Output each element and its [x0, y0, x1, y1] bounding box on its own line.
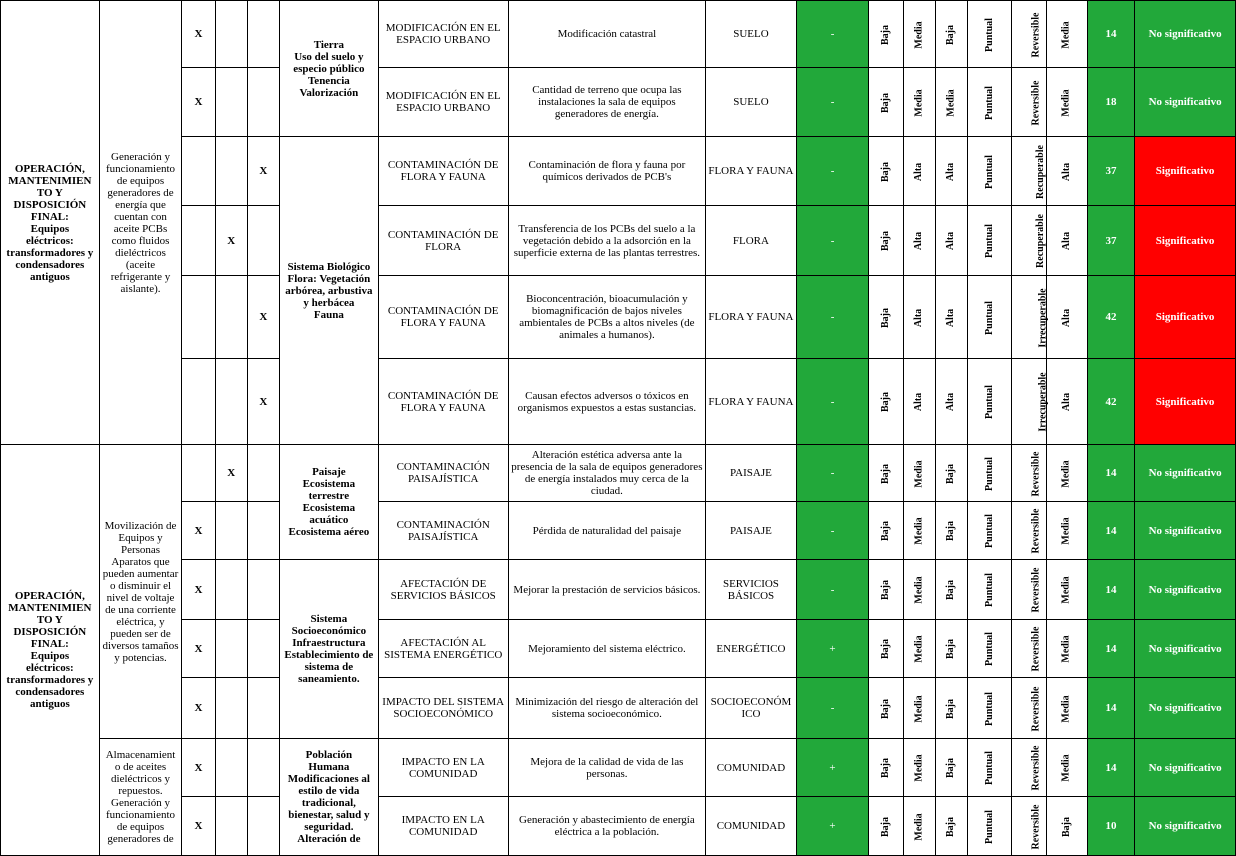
- moment-cell: [935, 560, 967, 620]
- persistence-cell-text: Puntual: [983, 632, 995, 666]
- mark-cell: [215, 502, 247, 560]
- reversibility-cell: [1012, 678, 1046, 739]
- moment-cell-text: Baja: [945, 698, 957, 719]
- moment-cell-text: Baja: [945, 758, 957, 778]
- reversibility-cell: [1012, 445, 1046, 502]
- factor-cell: PAISAJE: [706, 445, 797, 502]
- description-cell: Cantidad de terreno que ocupa las instalaciones la sala de equipos generadores de energía.: [508, 68, 705, 137]
- recoverability-cell: [1046, 797, 1087, 856]
- sign-cell: -: [796, 137, 869, 206]
- score-cell: 42: [1087, 276, 1134, 359]
- recoverability-cell: [1046, 739, 1087, 797]
- intensity-cell: [869, 739, 903, 797]
- mark-cell: [247, 68, 279, 137]
- intensity-cell-text: Baja: [879, 521, 891, 541]
- intensity-cell: [869, 678, 903, 739]
- moment-cell-text: Alta: [945, 231, 957, 251]
- description-cell: Contaminación de flora y fauna por químicos derivados de PCB's: [508, 137, 705, 206]
- extension-cell-text: Media: [913, 88, 925, 117]
- recoverability-cell: [1046, 445, 1087, 502]
- significance-cell: No significativo: [1135, 739, 1236, 797]
- moment-cell-text: Baja: [945, 521, 957, 541]
- significance-cell: No significativo: [1135, 620, 1236, 678]
- mark-cell: X: [215, 206, 247, 276]
- recoverability-cell-text: Alta: [1060, 308, 1072, 327]
- reversibility-cell: [1012, 68, 1046, 137]
- sign-cell: +: [796, 797, 869, 856]
- reversibility-cell: [1012, 739, 1046, 797]
- recoverability-cell: [1046, 502, 1087, 560]
- score-cell: 14: [1087, 445, 1134, 502]
- score-cell: 37: [1087, 206, 1134, 276]
- factor-cell: FLORA Y FAUNA: [706, 137, 797, 206]
- impact-cell: MODIFICACIÓN EN EL ESPACIO URBANO: [378, 1, 508, 68]
- score-cell: 14: [1087, 678, 1134, 739]
- extension-cell: [903, 560, 935, 620]
- impact-matrix-body: [1, 1, 1236, 856]
- intensity-cell: [869, 206, 903, 276]
- extension-cell-text: Media: [913, 576, 925, 604]
- moment-cell-text: Baja: [945, 639, 957, 659]
- activity-cell: OPERACIÓN, MANTENIMIEN TO Y DISPOSICIÓN FINAL: Equipos eléctricos: transformadores y condensadores antiguos: [1, 1, 100, 445]
- factor-cell: SUELO: [706, 1, 797, 68]
- score-cell: 14: [1087, 1, 1134, 68]
- reversibility-cell: [1012, 276, 1049, 359]
- mark-cell: X: [182, 560, 215, 620]
- extension-cell: [903, 68, 935, 137]
- impact-cell: MODIFICACIÓN EN EL ESPACIO URBANO: [378, 68, 508, 137]
- sub-activity-cell: Almacenamient o de aceites dieléctricos y repuestos. Generación y funcionamiento de equipos generadores de: [99, 739, 182, 856]
- extension-cell-text: Media: [913, 517, 925, 545]
- mark-cell: X: [182, 1, 215, 68]
- intensity-cell: [869, 137, 903, 206]
- reversibility-cell-text: Reversible: [1030, 12, 1042, 57]
- extension-cell-text: Media: [913, 694, 925, 723]
- sign-cell: -: [796, 678, 869, 739]
- mark-cell: [247, 560, 279, 620]
- table-row: [1, 206, 1236, 276]
- recoverability-cell: [1046, 276, 1087, 359]
- extension-cell: [903, 359, 935, 445]
- description-cell: Causan efectos adversos o tóxicos en organismos expuestos a estas sustancias.: [508, 359, 705, 445]
- factor-cell: FLORA: [706, 206, 797, 276]
- reversibility-cell: [1012, 560, 1046, 620]
- description-cell: Alteración estética adversa ante la presencia de la sala de equipos generadores de energía instalados muy cerca de la ciudad.: [508, 445, 705, 502]
- sign-cell: +: [796, 739, 869, 797]
- extension-cell: [903, 620, 935, 678]
- table-row: [1, 560, 1236, 620]
- extension-cell: [903, 1, 935, 68]
- mark-cell: X: [182, 678, 215, 739]
- recoverability-cell-text: Baja: [1060, 816, 1072, 837]
- description-cell: Pérdida de naturalidad del paisaje: [508, 502, 705, 560]
- impact-cell: IMPACTO EN LA COMUNIDAD: [378, 739, 508, 797]
- reversibility-cell: [1012, 620, 1046, 678]
- moment-cell-text: Baja: [945, 24, 957, 45]
- mark-cell: [247, 445, 279, 502]
- recoverability-cell-text: Media: [1060, 754, 1072, 782]
- recoverability-cell-text: Alta: [1060, 392, 1072, 412]
- recoverability-cell: [1046, 359, 1087, 445]
- impact-cell: CONTAMINACIÓN DE FLORA: [378, 206, 508, 276]
- mark-cell: [247, 502, 279, 560]
- recoverability-cell-text: Alta: [1060, 162, 1072, 181]
- intensity-cell-text: Baja: [879, 758, 891, 778]
- extension-cell: [903, 797, 935, 856]
- mark-cell: [182, 445, 215, 502]
- mark-cell: [247, 1, 279, 68]
- intensity-cell: [869, 276, 903, 359]
- intensity-cell: [869, 560, 903, 620]
- sub-activity-cell: Movilización de Equipos y Personas Aparatos que pueden aumentar o disminuir el nivel de voltaje de una corriente eléctrica, y pueden ser de diversos tamaños y potencias.: [99, 445, 182, 739]
- mark-cell: [215, 276, 247, 359]
- factor-cell: SUELO: [706, 68, 797, 137]
- persistence-cell-text: Puntual: [983, 691, 995, 726]
- recoverability-cell-text: Media: [1060, 88, 1072, 117]
- score-cell: 18: [1087, 68, 1134, 137]
- table-row: [1, 739, 1236, 797]
- intensity-cell-text: Baja: [879, 816, 891, 837]
- moment-cell: [935, 739, 967, 797]
- environmental-component-cell: Población Humana Modificaciones al estilo de vida tradicional, bienestar, salud y seguridad. Alteración de: [280, 739, 379, 856]
- moment-cell: [935, 620, 967, 678]
- significance-cell: No significativo: [1135, 797, 1236, 856]
- recoverability-cell: [1046, 678, 1087, 739]
- significance-cell: No significativo: [1135, 1, 1236, 68]
- mark-cell: [182, 276, 215, 359]
- moment-cell-text: Alta: [945, 162, 957, 181]
- persistence-cell: [967, 206, 1011, 276]
- mark-cell: [182, 359, 215, 445]
- intensity-cell-text: Baja: [879, 161, 891, 182]
- reversibility-cell-text: Reversible: [1030, 567, 1042, 613]
- sign-cell: -: [796, 560, 869, 620]
- extension-cell-text: Alta: [913, 392, 925, 412]
- recoverability-cell: [1046, 68, 1087, 137]
- sign-cell: -: [796, 276, 869, 359]
- moment-cell: [935, 206, 967, 276]
- significance-cell: No significativo: [1135, 560, 1236, 620]
- persistence-cell: [967, 68, 1011, 137]
- persistence-cell-text: Puntual: [983, 809, 995, 844]
- table-row: [1, 502, 1236, 560]
- reversibility-cell: [1012, 206, 1046, 276]
- factor-cell: COMUNIDAD: [706, 797, 797, 856]
- extension-cell-text: Media: [913, 812, 925, 841]
- reversibility-cell-text: Recuperable: [1035, 214, 1047, 268]
- sign-cell: -: [796, 359, 869, 445]
- moment-cell: [935, 137, 967, 206]
- intensity-cell-text: Baja: [879, 698, 891, 719]
- mark-cell: [215, 620, 247, 678]
- intensity-cell-text: Baja: [879, 231, 891, 251]
- moment-cell-text: Media: [945, 88, 957, 117]
- mark-cell: [182, 206, 215, 276]
- factor-cell: COMUNIDAD: [706, 739, 797, 797]
- mark-cell: [247, 206, 279, 276]
- extension-cell: [903, 445, 935, 502]
- table-row: [1, 68, 1236, 137]
- table-row: [1, 620, 1236, 678]
- mark-cell: X: [247, 137, 279, 206]
- intensity-cell: [869, 68, 903, 137]
- sub-activity-cell: Generación y funcionamiento de equipos generadores de energía que cuentan con aceite PCBs como fluidos dieléctricos (aceite refrigerante y aislante).: [99, 1, 182, 445]
- impact-cell: CONTAMINACIÓN DE FLORA Y FAUNA: [378, 359, 508, 445]
- recoverability-cell-text: Media: [1060, 517, 1072, 545]
- impact-cell: AFECTACIÓN DE SERVICIOS BÁSICOS: [378, 560, 508, 620]
- extension-cell: [903, 137, 935, 206]
- description-cell: Transferencia de los PCBs del suelo a la vegetación debido a la adsorción en la superficie externa de las plantas terrestres.: [508, 206, 705, 276]
- impact-cell: CONTAMINACIÓN PAISAJÍSTICA: [378, 502, 508, 560]
- reversibility-cell: [1012, 797, 1046, 856]
- moment-cell: [935, 678, 967, 739]
- factor-cell: PAISAJE: [706, 502, 797, 560]
- moment-cell-text: Alta: [945, 392, 957, 412]
- moment-cell: [935, 1, 967, 68]
- extension-cell: [903, 206, 935, 276]
- extension-cell-text: Media: [913, 754, 925, 782]
- table-row: [1, 445, 1236, 502]
- intensity-cell-text: Baja: [879, 580, 891, 600]
- impact-cell: CONTAMINACIÓN DE FLORA Y FAUNA: [378, 137, 508, 206]
- persistence-cell: [967, 620, 1011, 678]
- mark-cell: X: [182, 739, 215, 797]
- score-cell: 42: [1087, 359, 1134, 445]
- persistence-cell: [967, 359, 1011, 445]
- recoverability-cell-text: Alta: [1060, 231, 1072, 251]
- persistence-cell: [967, 678, 1011, 739]
- recoverability-cell: [1046, 620, 1087, 678]
- reversibility-cell: [1012, 359, 1049, 445]
- reversibility-cell-text: Reversible: [1030, 508, 1042, 554]
- description-cell: Bioconcentración, bioacumulación y biomagnificación de bajos niveles ambientales de PCBs a altos niveles (de animales a humanos).: [508, 276, 705, 359]
- reversibility-cell: [1012, 1, 1046, 68]
- recoverability-cell: [1046, 560, 1087, 620]
- recoverability-cell-text: Media: [1060, 635, 1072, 663]
- reversibility-cell-text: Reversible: [1030, 804, 1042, 849]
- impact-cell: CONTAMINACIÓN DE FLORA Y FAUNA: [378, 276, 508, 359]
- mark-cell: X: [247, 276, 279, 359]
- extension-cell-text: Media: [913, 20, 925, 49]
- mark-cell: [215, 1, 247, 68]
- mark-cell: [247, 739, 279, 797]
- persistence-cell-text: Puntual: [983, 300, 995, 335]
- moment-cell: [935, 276, 967, 359]
- persistence-cell-text: Puntual: [983, 751, 995, 785]
- persistence-cell-text: Puntual: [983, 514, 995, 548]
- description-cell: Minimización del riesgo de alteración del sistema socioeconómico.: [508, 678, 705, 739]
- intensity-cell: [869, 797, 903, 856]
- mark-cell: [182, 137, 215, 206]
- intensity-cell: [869, 445, 903, 502]
- score-cell: 14: [1087, 560, 1134, 620]
- reversibility-cell-text: Reversible: [1030, 686, 1042, 731]
- reversibility-cell-text: Reversible: [1030, 451, 1042, 496]
- reversibility-cell-text: Reversible: [1030, 80, 1042, 125]
- extension-cell-text: Media: [913, 459, 925, 488]
- moment-cell: [935, 359, 967, 445]
- persistence-cell: [967, 1, 1011, 68]
- persistence-cell-text: Puntual: [983, 17, 995, 52]
- intensity-cell-text: Baja: [879, 307, 891, 328]
- moment-cell-text: Baja: [945, 816, 957, 837]
- table-row: [1, 137, 1236, 206]
- recoverability-cell: [1046, 137, 1087, 206]
- mark-cell: X: [182, 620, 215, 678]
- reversibility-cell-text: Recuperable: [1035, 144, 1047, 199]
- recoverability-cell: [1046, 206, 1087, 276]
- extension-cell-text: Alta: [913, 162, 925, 181]
- persistence-cell: [967, 276, 1011, 359]
- persistence-cell: [967, 445, 1011, 502]
- moment-cell-text: Baja: [945, 580, 957, 600]
- extension-cell: [903, 678, 935, 739]
- factor-cell: FLORA Y FAUNA: [706, 359, 797, 445]
- intensity-cell-text: Baja: [879, 392, 891, 412]
- description-cell: Generación y abastecimiento de energía eléctrica a la población.: [508, 797, 705, 856]
- extension-cell-text: Alta: [913, 231, 925, 251]
- mark-cell: [215, 560, 247, 620]
- mark-cell: [215, 359, 247, 445]
- mark-cell: X: [182, 797, 215, 856]
- significance-cell: No significativo: [1135, 68, 1236, 137]
- score-cell: 10: [1087, 797, 1134, 856]
- persistence-cell-text: Puntual: [983, 573, 995, 607]
- reversibility-cell-text: Reversible: [1030, 745, 1042, 791]
- extension-cell: [903, 276, 935, 359]
- description-cell: Mejorar la prestación de servicios básicos.: [508, 560, 705, 620]
- significance-cell: Significativo: [1135, 359, 1236, 445]
- persistence-cell: [967, 797, 1011, 856]
- environmental-component-cell: Sistema Biológico Flora: Vegetación arbórea, arbustiva y herbácea Fauna: [280, 137, 379, 445]
- description-cell: Modificación catastral: [508, 1, 705, 68]
- reversibility-cell-text: Reversible: [1030, 626, 1042, 672]
- score-cell: 14: [1087, 739, 1134, 797]
- mark-cell: [247, 620, 279, 678]
- reversibility-cell-text: Irrecuperable: [1037, 287, 1049, 348]
- mark-cell: X: [182, 68, 215, 137]
- factor-cell: FLORA Y FAUNA: [706, 276, 797, 359]
- impact-cell: IMPACTO EN LA COMUNIDAD: [378, 797, 508, 856]
- environmental-component-cell: Tierra Uso del suelo y especio público Tenencia Valorización: [280, 1, 379, 137]
- significance-cell: Significativo: [1135, 276, 1236, 359]
- moment-cell: [935, 68, 967, 137]
- intensity-cell: [869, 1, 903, 68]
- significance-cell: Significativo: [1135, 137, 1236, 206]
- environmental-component-cell: Sistema Socioeconómico Infraestructura Establecimiento de sistema de saneamiento.: [280, 560, 379, 739]
- persistence-cell: [967, 137, 1011, 206]
- score-cell: 37: [1087, 137, 1134, 206]
- moment-cell-text: Baja: [945, 463, 957, 484]
- persistence-cell: [967, 560, 1011, 620]
- recoverability-cell-text: Media: [1060, 694, 1072, 723]
- moment-cell-text: Alta: [945, 308, 957, 327]
- recoverability-cell-text: Media: [1060, 459, 1072, 488]
- recoverability-cell-text: Media: [1060, 576, 1072, 604]
- mark-cell: [215, 68, 247, 137]
- intensity-cell: [869, 620, 903, 678]
- persistence-cell-text: Puntual: [983, 85, 995, 120]
- score-cell: 14: [1087, 502, 1134, 560]
- sign-cell: -: [796, 206, 869, 276]
- mark-cell: [247, 797, 279, 856]
- description-cell: Mejora de la calidad de vida de las personas.: [508, 739, 705, 797]
- reversibility-cell-text: Irrecuperable: [1037, 372, 1049, 432]
- activity-cell: OPERACIÓN, MANTENIMIEN TO Y DISPOSICIÓN FINAL: Equipos eléctricos: transformadores y condensadores antiguos: [1, 445, 100, 856]
- mark-cell: X: [182, 502, 215, 560]
- reversibility-cell: [1012, 502, 1046, 560]
- table-row: [1, 1, 1236, 68]
- extension-cell-text: Alta: [913, 308, 925, 327]
- sign-cell: -: [796, 502, 869, 560]
- mark-cell: X: [215, 445, 247, 502]
- factor-cell: SERVICIOS BÁSICOS: [706, 560, 797, 620]
- moment-cell: [935, 502, 967, 560]
- mark-cell: [215, 739, 247, 797]
- impact-cell: IMPACTO DEL SISTEMA SOCIOECONÓMICO: [378, 678, 508, 739]
- description-cell: Mejoramiento del sistema eléctrico.: [508, 620, 705, 678]
- persistence-cell-text: Puntual: [983, 224, 995, 258]
- extension-cell: [903, 739, 935, 797]
- impact-cell: AFECTACIÓN AL SISTEMA ENERGÉTICO: [378, 620, 508, 678]
- intensity-cell: [869, 502, 903, 560]
- moment-cell: [935, 797, 967, 856]
- extension-cell: [903, 502, 935, 560]
- persistence-cell: [967, 502, 1011, 560]
- significance-cell: No significativo: [1135, 445, 1236, 502]
- significance-cell: Significativo: [1135, 206, 1236, 276]
- impact-cell: CONTAMINACIÓN PAISAJÍSTICA: [378, 445, 508, 502]
- intensity-cell-text: Baja: [879, 639, 891, 659]
- intensity-cell-text: Baja: [879, 463, 891, 484]
- recoverability-cell: [1046, 1, 1087, 68]
- table-row: [1, 797, 1236, 856]
- factor-cell: SOCIOECONÓM ICO: [706, 678, 797, 739]
- table-row: [1, 359, 1236, 445]
- sign-cell: -: [796, 68, 869, 137]
- extension-cell-text: Media: [913, 635, 925, 663]
- persistence-cell-text: Puntual: [983, 456, 995, 491]
- mark-cell: [247, 678, 279, 739]
- recoverability-cell-text: Media: [1060, 20, 1072, 49]
- factor-cell: ENERGÉTICO: [706, 620, 797, 678]
- reversibility-cell: [1012, 137, 1046, 206]
- intensity-cell: [869, 359, 903, 445]
- sign-cell: +: [796, 620, 869, 678]
- moment-cell: [935, 445, 967, 502]
- environmental-component-cell: Paisaje Ecosistema terrestre Ecosistema acuático Ecosistema aéreo: [280, 445, 379, 560]
- mark-cell: X: [247, 359, 279, 445]
- table-row: [1, 678, 1236, 739]
- intensity-cell-text: Baja: [879, 24, 891, 45]
- mark-cell: [215, 678, 247, 739]
- mark-cell: [215, 797, 247, 856]
- table-row: [1, 276, 1236, 359]
- significance-cell: No significativo: [1135, 678, 1236, 739]
- intensity-cell-text: Baja: [879, 92, 891, 113]
- sign-cell: -: [796, 445, 869, 502]
- score-cell: 14: [1087, 620, 1134, 678]
- significance-cell: No significativo: [1135, 502, 1236, 560]
- mark-cell: [215, 137, 247, 206]
- persistence-cell-text: Puntual: [983, 385, 995, 419]
- sign-cell: -: [796, 1, 869, 68]
- persistence-cell-text: Puntual: [983, 154, 995, 189]
- persistence-cell: [967, 739, 1011, 797]
